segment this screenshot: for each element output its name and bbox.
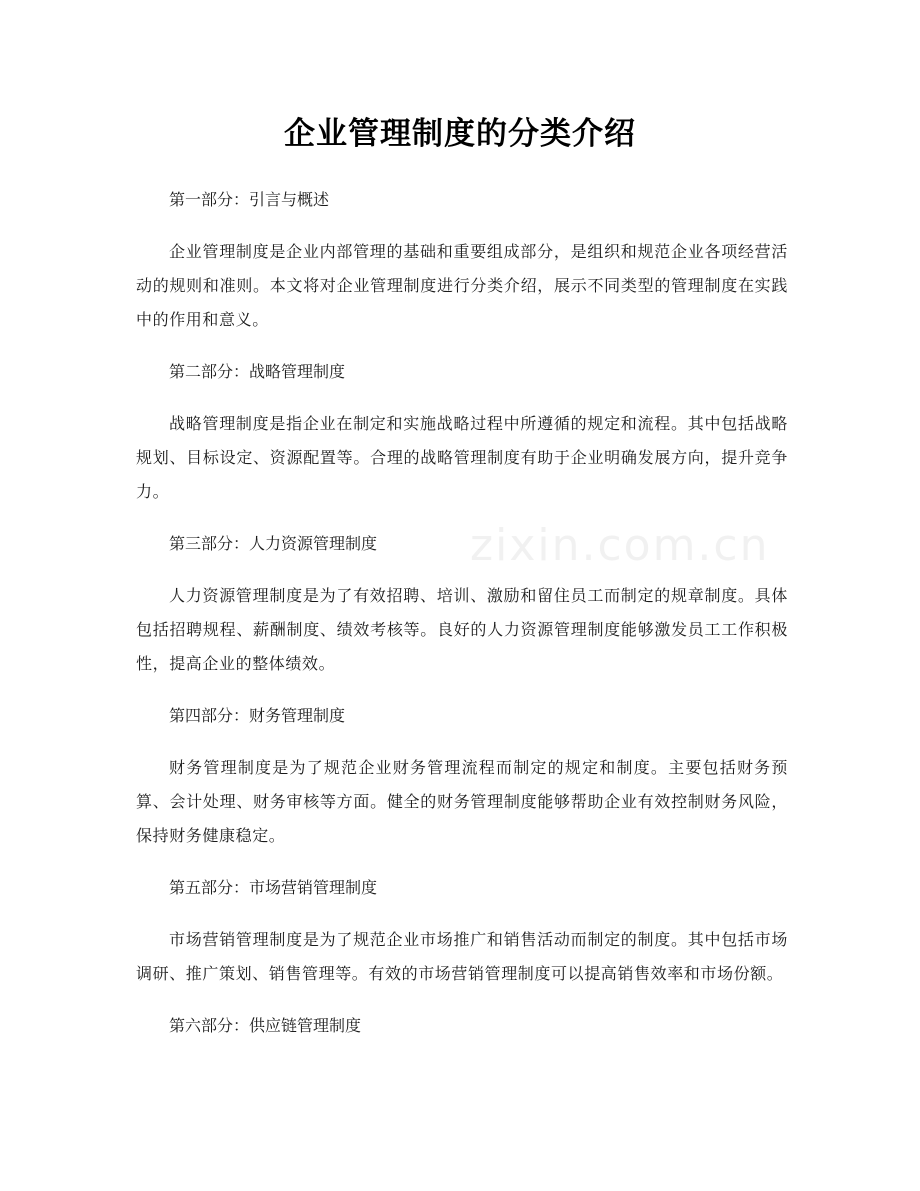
section-heading-5: 第五部分：市场营销管理制度 <box>169 878 378 897</box>
section-paragraph-3: 人力资源管理制度是为了有效招聘、培训、激励和留住员工而制定的规章制度。具体包括招聘规程、薪酬制度、绩效考核等。良好的人力资源管理制度能够激发员工工作积极性，提高企业的整体绩效。 <box>136 586 788 673</box>
section-heading-6: 第六部分：供应链管理制度 <box>169 1016 362 1035</box>
section-paragraph-1: 企业管理制度是企业内部管理的基础和重要组成部分，是组织和规范企业各项经营活动的规则和准则。本文将对企业管理制度进行分类介绍，展示不同类型的管理制度在实践中的作用和意义。 <box>136 242 788 329</box>
section-heading-3: 第三部分：人力资源管理制度 <box>169 534 378 553</box>
document-title: 企业管理制度的分类介绍 <box>284 116 636 152</box>
section-heading-1: 第一部分：引言与概述 <box>169 190 330 209</box>
section-paragraph-5: 市场营销管理制度是为了规范企业市场推广和销售活动而制定的制度。其中包括市场调研、推广策划、销售管理等。有效的市场营销管理制度可以提高销售效率和市场份额。 <box>136 930 788 983</box>
section-heading-2: 第二部分：战略管理制度 <box>169 362 346 381</box>
document-body <box>136 183 788 1061</box>
section-heading-4: 第四部分：财务管理制度 <box>169 706 346 725</box>
section-paragraph-2: 战略管理制度是指企业在制定和实施战略过程中所遵循的规定和流程。其中包括战略规划、目标设定、资源配置等。合理的战略管理制度有助于企业明确发展方向，提升竞争力。 <box>136 414 788 501</box>
section-paragraph-4: 财务管理制度是为了规范企业财务管理流程而制定的规定和制度。主要包括财务预算、会计处理、财务审核等方面。健全的财务管理制度能够帮助企业有效控制财务风险，保持财务健康稳定。 <box>136 758 788 845</box>
watermark: zixin.com.cn <box>470 520 770 571</box>
